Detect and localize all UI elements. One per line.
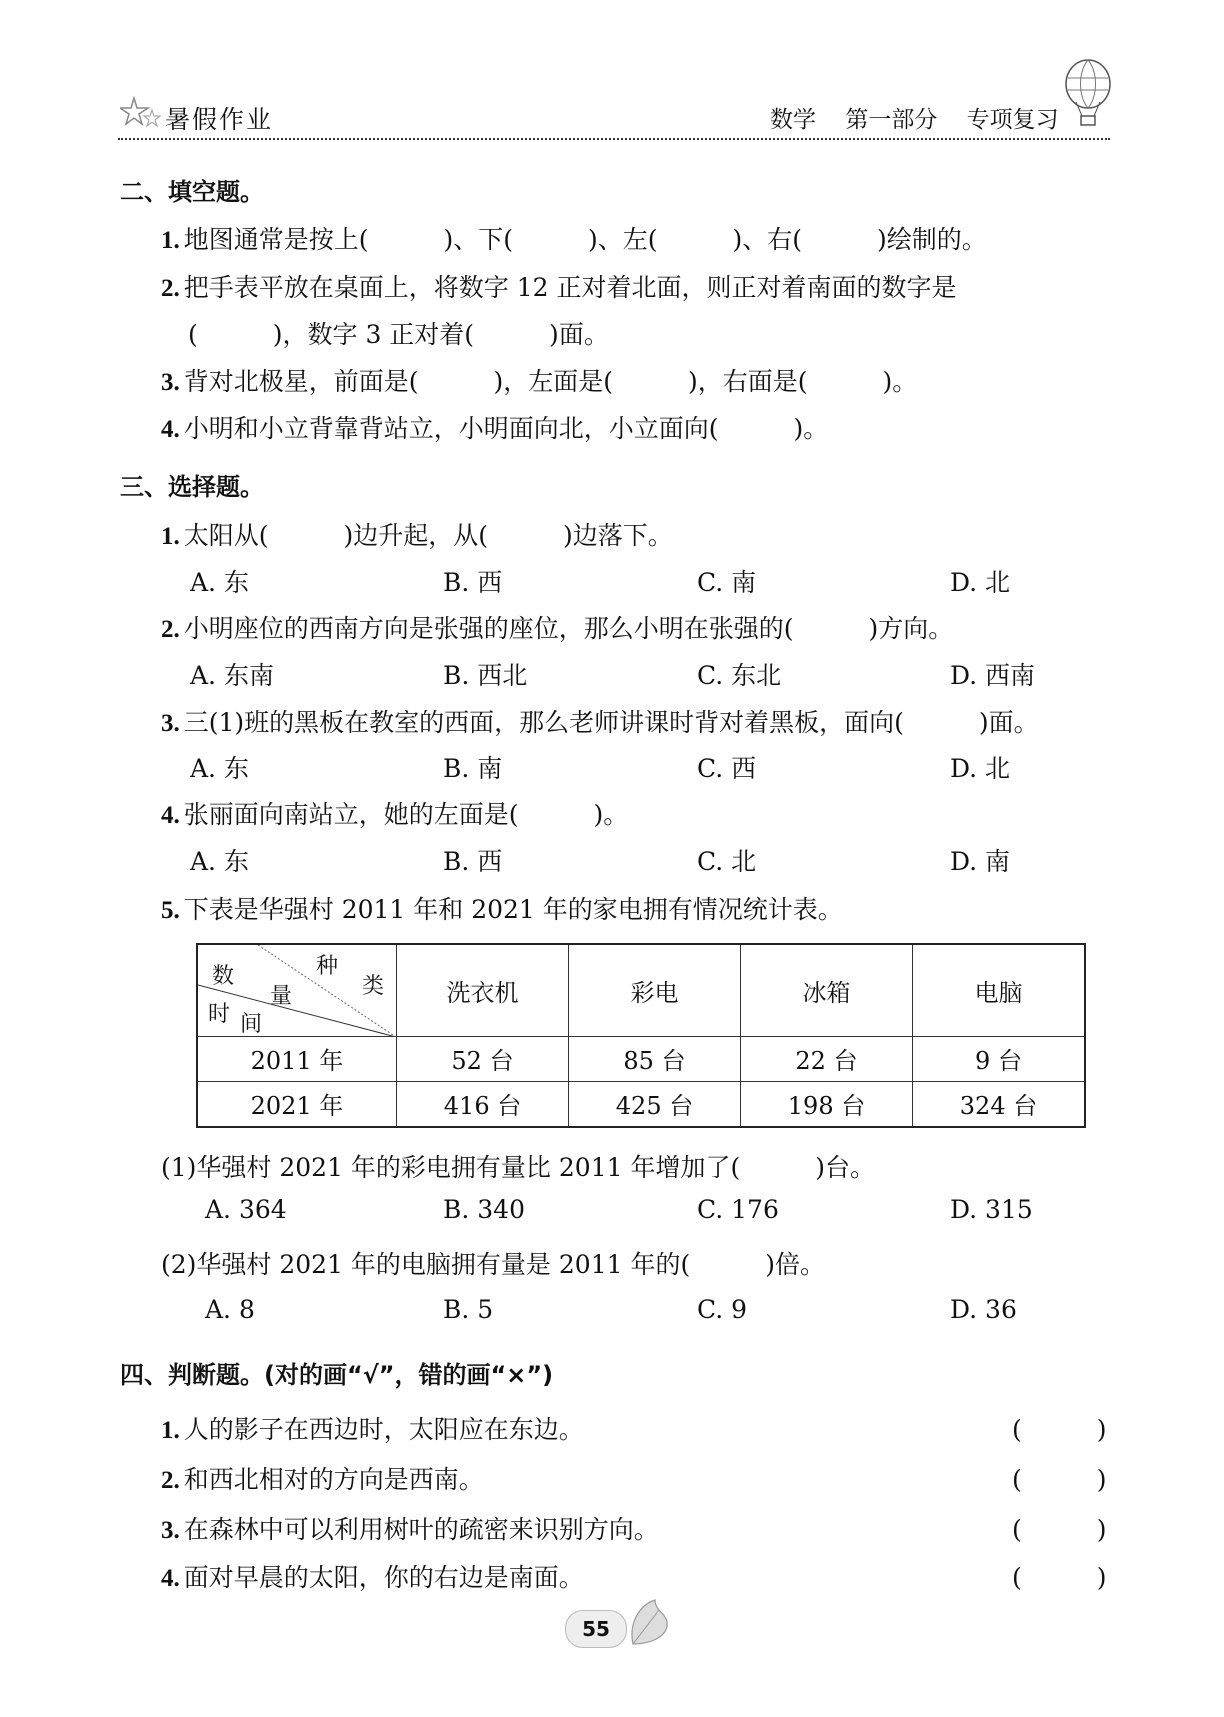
s3-q1: 1. 太阳从( )边升起，从( )边落下。 xyxy=(161,521,673,550)
s4-item-1: 1. 人的影子在西边时，太阳应在东边。 xyxy=(161,1415,584,1444)
s3-q2: 2. 小明座位的西南方向是张强的座位，那么小明在张强的( )方向。 xyxy=(161,614,954,643)
table-cell: 324 台 xyxy=(913,1081,1086,1127)
header-subject-info xyxy=(770,101,1081,134)
s2-q4: 4. 小明和小立背靠背站立，小明面向北，小立面向( )。 xyxy=(161,414,829,443)
s3-sub2-opt-d: D. 36 xyxy=(950,1295,1017,1324)
table-cell: 22 台 xyxy=(741,1036,913,1081)
s2-q1-text: 地图通常是按上( )、下( )、左( )、右( )绘制的。 xyxy=(183,225,987,254)
diag-label-5: 时 xyxy=(208,1002,231,1027)
s3-q1-opt-a: A. 东 xyxy=(190,568,249,597)
s3-q1-opt-c: C. 南 xyxy=(697,568,757,597)
s4-item-4-text: 面对早晨的太阳，你的右边是南面。 xyxy=(183,1563,584,1592)
section2-title: 二、填空题。 xyxy=(120,178,264,206)
s3-q4-opt-d: D. 南 xyxy=(950,847,1011,876)
s3-q2-opt-b: B. 西北 xyxy=(443,661,528,690)
table-row xyxy=(197,1081,1085,1127)
s3-sub2-opt-c: C. 9 xyxy=(697,1295,748,1324)
s3-q3-opt-d: D. 北 xyxy=(950,754,1011,783)
s4-answer-1[interactable]: ( ) xyxy=(1012,1415,1107,1444)
table-header-cell: 洗衣机 xyxy=(397,944,569,1036)
s3-q3-opt-a: A. 东 xyxy=(190,754,249,783)
s3-q2-opt-d: D. 西南 xyxy=(950,661,1036,690)
s4-item-1-text: 人的影子在西边时，太阳应在东边。 xyxy=(183,1415,584,1444)
s3-q4-opt-b: B. 西 xyxy=(443,847,503,876)
diag-label-2: 量 xyxy=(270,984,293,1009)
diag-label-3: 种 xyxy=(316,954,339,979)
s2-q3: 3. 背对北极星，前面是( )，左面是( )，右面是( )。 xyxy=(161,367,918,396)
s3-q5: 5. 下表是华强村 2011 年和 2021 年的家电拥有情况统计表。 xyxy=(161,895,843,924)
s3-q1-opt-d: D. 北 xyxy=(950,568,1011,597)
table-row xyxy=(197,1036,1085,1081)
s3-q4-text: 张丽面向南站立，她的左面是( )。 xyxy=(183,800,629,829)
s3-sub1-opt-b: B. 340 xyxy=(443,1195,525,1224)
s2-q2-text-1: 把手表平放在桌面上，将数字 12 正对着北面，则正对着南面的数字是 xyxy=(183,273,957,302)
s4-answer-2[interactable]: ( ) xyxy=(1012,1465,1107,1494)
table-cell: 52 台 xyxy=(397,1036,569,1081)
s2-q4-text: 小明和小立背靠背站立，小明面向北，小立面向( )。 xyxy=(183,414,829,443)
header-subject: 数学 xyxy=(770,107,816,133)
s3-q4: 4. 张丽面向南站立，她的左面是( )。 xyxy=(161,800,629,829)
table-cell: 198 台 xyxy=(741,1081,913,1127)
s3-q5-sub2: (2)华强村 2021 年的电脑拥有量是 2011 年的( )倍。 xyxy=(161,1250,825,1279)
s3-sub2-opt-a: A. 8 xyxy=(205,1295,255,1324)
table-cell-year: 2011 年 xyxy=(197,1036,397,1081)
s3-q3: 3. 三(1)班的黑板在教室的西面，那么老师讲课时背对着黑板，面向( )面。 xyxy=(161,708,1039,737)
page-number: 55 xyxy=(565,1610,627,1648)
table-cell-year: 2021 年 xyxy=(197,1081,397,1127)
s4-answer-3[interactable]: ( ) xyxy=(1012,1515,1107,1544)
table-header-cell: 冰箱 xyxy=(741,944,913,1036)
s4-item-2-text: 和西北相对的方向是西南。 xyxy=(183,1465,484,1494)
table-header-row xyxy=(197,944,1085,1036)
section3-title: 三、选择题。 xyxy=(120,473,264,501)
header-title: 暑假作业 xyxy=(165,105,274,134)
s3-q4-opt-c: C. 北 xyxy=(697,847,757,876)
s4-item-2: 2. 和西北相对的方向是西南。 xyxy=(161,1465,484,1494)
s3-q3-opt-c: C. 西 xyxy=(697,754,757,783)
s3-sub1-opt-c: C. 176 xyxy=(697,1195,779,1224)
s4-item-3-text: 在森林中可以利用树叶的疏密来识别方向。 xyxy=(183,1515,659,1544)
s2-q3-text: 背对北极星，前面是( )，左面是( )，右面是( )。 xyxy=(183,367,918,396)
header-divider xyxy=(118,138,1110,140)
table-cell: 416 台 xyxy=(397,1081,569,1127)
section4-title: 四、判断题。(对的画“√”，错的画“×”) xyxy=(120,1361,554,1389)
table-header-cell: 电脑 xyxy=(913,944,1086,1036)
s3-q2-text: 小明座位的西南方向是张强的座位，那么小明在张强的( )方向。 xyxy=(183,614,954,643)
table-header-cell: 彩电 xyxy=(569,944,741,1036)
diag-label-4: 类 xyxy=(362,974,385,999)
s4-answer-4[interactable]: ( ) xyxy=(1012,1563,1107,1592)
stars-icon xyxy=(120,96,164,140)
s3-q5-sub1: (1)华强村 2021 年的彩电拥有量比 2011 年增加了( )台。 xyxy=(161,1153,875,1182)
s3-q1-text: 太阳从( )边升起，从( )边落下。 xyxy=(183,521,673,550)
diag-label-6: 间 xyxy=(240,1012,263,1037)
s2-q1: 1. 地图通常是按上( )、下( )、左( )、右( )绘制的。 xyxy=(161,225,987,254)
s3-q3-opt-b: B. 南 xyxy=(443,754,503,783)
s3-sub2-opt-b: B. 5 xyxy=(443,1295,494,1324)
s3-q2-opt-a: A. 东南 xyxy=(190,661,274,690)
leaf-icon xyxy=(625,1596,675,1656)
table-cell: 85 台 xyxy=(569,1036,741,1081)
s3-q1-opt-b: B. 西 xyxy=(443,568,503,597)
s2-q2-line2: ( )，数字 3 正对着( )面。 xyxy=(188,320,609,349)
balloon-icon xyxy=(1060,58,1116,134)
s3-q4-opt-a: A. 东 xyxy=(190,847,249,876)
header-part: 第一部分 xyxy=(845,107,938,133)
s3-q2-opt-c: C. 东北 xyxy=(697,661,782,690)
s4-item-3: 3. 在森林中可以利用树叶的疏密来识别方向。 xyxy=(161,1515,659,1544)
s3-sub1-opt-a: A. 364 xyxy=(205,1195,287,1224)
s3-q3-text: 三(1)班的黑板在教室的西面，那么老师讲课时背对着黑板，面向( )面。 xyxy=(183,708,1039,737)
s2-q2: 2. 把手表平放在桌面上，将数字 12 正对着北面，则正对着南面的数字是 xyxy=(161,273,957,302)
s3-q5-text: 下表是华强村 2011 年和 2021 年的家电拥有情况统计表。 xyxy=(183,895,843,924)
diag-label-1: 数 xyxy=(212,964,235,989)
s3-sub1-opt-d: D. 315 xyxy=(950,1195,1033,1224)
appliance-table xyxy=(196,943,1086,1128)
table-diagonal-header xyxy=(197,944,397,1036)
table-cell: 425 台 xyxy=(569,1081,741,1127)
header-section: 专项复习 xyxy=(966,107,1059,133)
table-cell: 9 台 xyxy=(913,1036,1086,1081)
s4-item-4: 4. 面对早晨的太阳，你的右边是南面。 xyxy=(161,1563,584,1592)
